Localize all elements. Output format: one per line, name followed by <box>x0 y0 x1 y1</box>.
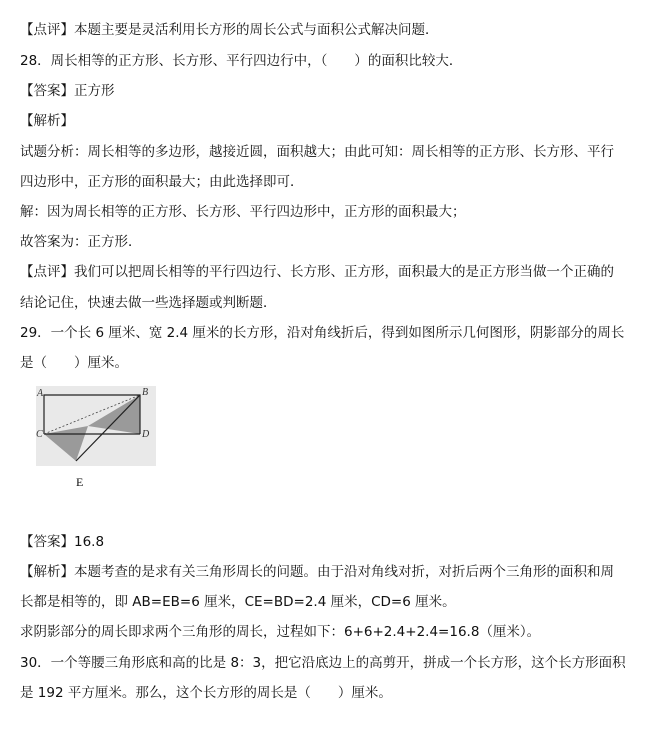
label-a: A <box>37 388 44 399</box>
line-16: 求阴影部分的周长即求两个三角形的周长，过程如下：6+6+2.4+2.4=16.8（厘米）。 <box>20 624 541 640</box>
line-2: 28．周长相等的正方形、长方形、平行四边行中，（ ）的面积比较大． <box>20 53 463 69</box>
label-c: C <box>36 429 43 440</box>
label-b: B <box>142 387 149 398</box>
line-5: 试题分析：周长相等的多边形，越接近圆，面积越大；由此可知：周长相等的正方形、长方形、平行 <box>20 144 614 160</box>
folded-rectangle-figure <box>36 386 156 466</box>
line-12: 是（ ）厘米。 <box>20 355 128 371</box>
line-6: 四边形中，正方形的面积最大；由此选择即可． <box>20 174 304 190</box>
line-14: 【解析】本题考查的是求有关三角形周长的问题。由于沿对角线对折，对折后两个三角形的面积和周 <box>20 564 614 580</box>
line-17: 30．一个等腰三角形底和高的比是 8：3，把它沿底边上的高剪开，拼成一个长方形，这个长方形面积 <box>20 655 626 671</box>
line-8: 故答案为：正方形． <box>20 234 142 250</box>
line-3: 【答案】正方形 <box>20 83 115 99</box>
line-4: 【解析】 <box>20 113 74 129</box>
line-10: 结论记住，快速去做一些选择题或判断题． <box>20 295 277 311</box>
line-18: 是 192 平方厘米。那么，这个长方形的周长是（ ）厘米。 <box>20 685 392 701</box>
label-e: E <box>76 475 84 489</box>
label-d: D <box>142 429 150 440</box>
line-13: 【答案】16.8 <box>20 534 105 550</box>
line-1: 【点评】本题主要是灵活利用长方形的周长公式与面积公式解决问题． <box>20 22 439 38</box>
line-9: 【点评】我们可以把周长相等的平行四边行、长方形、正方形，面积最大的是正方形当做一个正确的 <box>20 264 614 280</box>
line-11: 29．一个长 6 厘米、宽 2.4 厘米的长方形，沿对角线折后，得到如图所示几何图形，阴影部分的周长 <box>20 325 625 341</box>
line-7: 解：因为周长相等的正方形、长方形、平行四边形中，正方形的面积最大； <box>20 204 466 220</box>
line-15: 长都是相等的，即 AB=EB=6 厘米，CE=BD=2.4 厘米，CD=6 厘米。 <box>20 594 456 610</box>
